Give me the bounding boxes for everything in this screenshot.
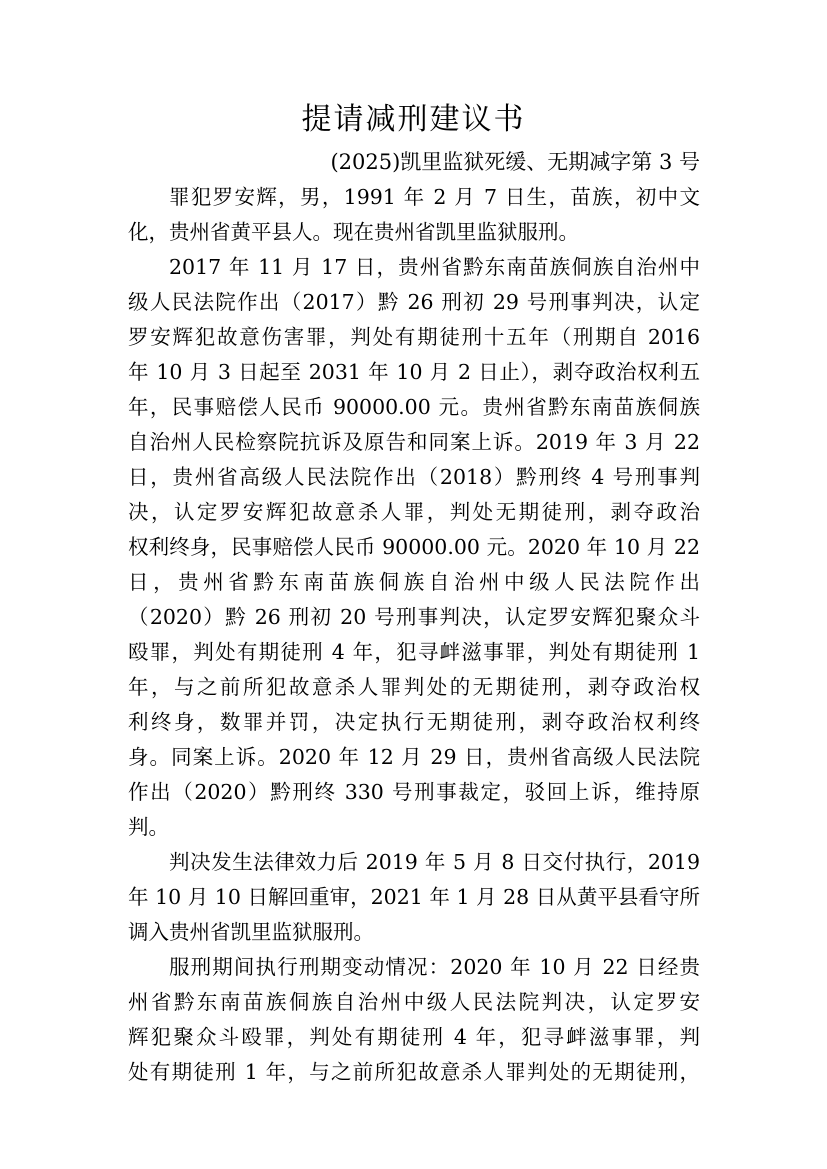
document-number: (2025)凯里监狱死缓、无期减字第 3 号 <box>330 150 700 174</box>
text-line: 权利终身，民事赔偿人民币 90000.00 元。2020 年 10 月 22 <box>128 535 700 559</box>
text-line: 辉犯聚众斗殴罪，判处有期徒刑 4 年，犯寻衅滋事罪，判 <box>128 1025 700 1049</box>
text-line: 调入贵州省凯里监狱服刑。 <box>128 920 374 944</box>
text-line: 日，贵州省黔东南苗族侗族自治州中级人民法院作出 <box>128 570 700 594</box>
document-title: 提请减刑建议书 <box>301 102 526 137</box>
paragraph-judgment-history <box>128 250 700 845</box>
text-line: （2020）黔 26 刑初 20 号刑事判决，认定罗安辉犯聚众斗 <box>128 605 700 629</box>
text-line: 年，民事赔偿人民币 90000.00 元。贵州省黔东南苗族侗族 <box>128 395 700 419</box>
text-line: 2017 年 11 月 17 日，贵州省黔东南苗族侗族自治州中 <box>169 255 700 279</box>
text-line: 作出（2020）黔刑终 330 号刑事裁定，驳回上诉，维持原 <box>128 780 700 804</box>
text-line: 日，贵州省高级人民法院作出（2018）黔刑终 4 号刑事判 <box>128 465 700 489</box>
text-line: 判。 <box>128 815 169 839</box>
text-line: 决，认定罗安辉犯故意杀人罪，判处无期徒刑，剥夺政治 <box>128 500 700 524</box>
text-line: 年 10 月 3 日起至 2031 年 10 月 2 日止），剥夺政治权利五 <box>128 360 700 384</box>
paragraph-defendant-info <box>128 180 700 250</box>
document-body <box>128 180 700 1090</box>
text-line: 自治州人民检察院抗诉及原告和同案上诉。2019 年 3 月 22 <box>128 430 700 454</box>
text-line: 罪犯罗安辉，男，1991 年 2 月 7 日生，苗族，初中文 <box>169 185 700 209</box>
text-line: 化，贵州省黄平县人。现在贵州省凯里监狱服刑。 <box>128 220 579 244</box>
text-line: 级人民法院作出（2017）黔 26 刑初 29 号刑事判决，认定 <box>128 290 700 314</box>
text-line: 殴罪，判处有期徒刑 4 年，犯寻衅滋事罪，判处有期徒刑 1 <box>128 640 700 664</box>
text-line: 州省黔东南苗族侗族自治州中级人民法院判决，认定罗安 <box>128 990 700 1014</box>
text-line: 服刑期间执行刑期变动情况：2020 年 10 月 22 日经贵 <box>169 955 700 979</box>
paragraph-execution <box>128 845 700 950</box>
text-line: 罗安辉犯故意伤害罪，判处有期徒刑十五年（刑期自 2016 <box>128 325 700 349</box>
text-line: 年，与之前所犯故意杀人罪判处的无期徒刑，剥夺政治权 <box>128 675 700 699</box>
paragraph-sentence-changes <box>128 950 700 1090</box>
text-line: 利终身，数罪并罚，决定执行无期徒刑，剥夺政治权利终 <box>128 710 700 734</box>
text-line: 处有期徒刑 1 年，与之前所犯故意杀人罪判处的无期徒刑， <box>128 1060 700 1084</box>
text-line: 身。同案上诉。2020 年 12 月 29 日，贵州省高级人民法院 <box>128 745 700 769</box>
text-line: 年 10 月 10 日解回重审，2021 年 1 月 28 日从黄平县看守所 <box>128 885 700 909</box>
text-line: 判决发生法律效力后 2019 年 5 月 8 日交付执行，2019 <box>169 850 700 874</box>
